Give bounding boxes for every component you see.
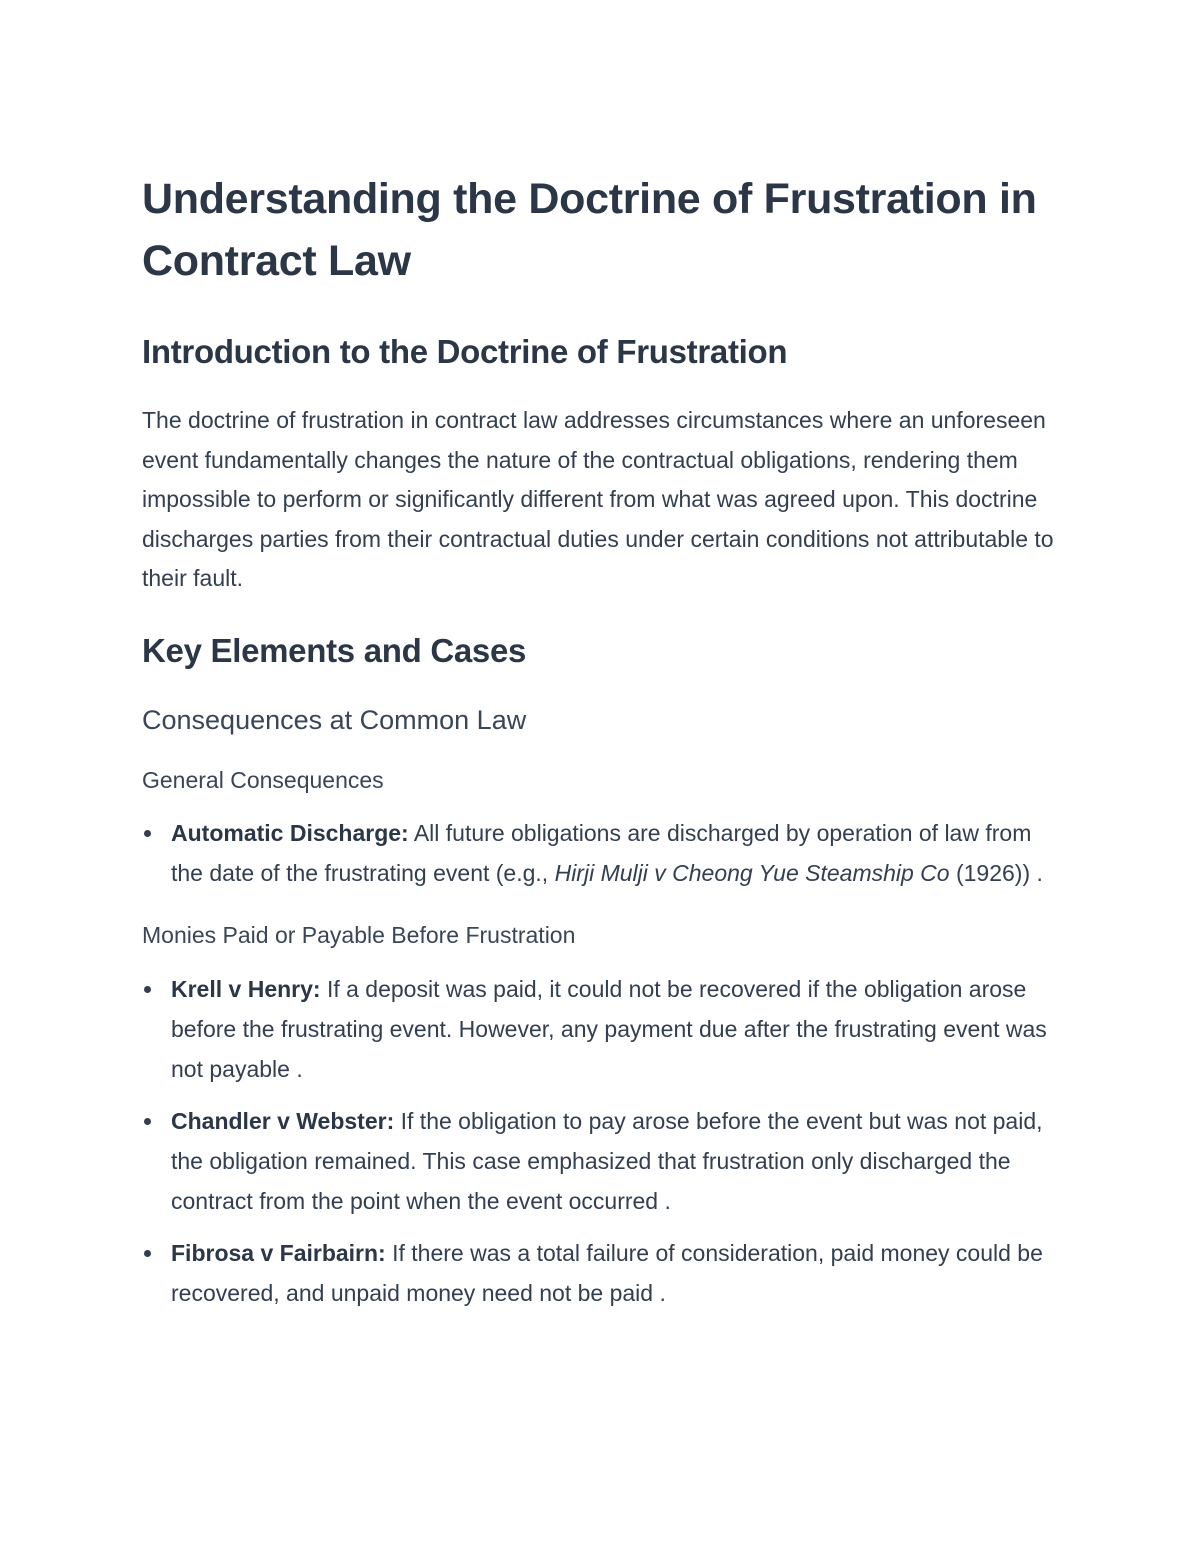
key-elements-heading: Key Elements and Cases bbox=[142, 631, 527, 669]
item-text: All future obligations are discharged by operation of law from the date of the frustrating event (e.g., bbox=[171, 819, 1032, 886]
general-consequences-list bbox=[142, 813, 1062, 893]
item-term: Fibrosa v Fairbairn: bbox=[171, 1239, 386, 1266]
bullet-icon bbox=[144, 830, 151, 837]
list-item bbox=[142, 1101, 1062, 1221]
list-item bbox=[142, 969, 1062, 1089]
common-law-subheading: Consequences at Common Law bbox=[142, 704, 527, 735]
document-page bbox=[142, 168, 1062, 1313]
item-tail: (1926)) . bbox=[949, 859, 1043, 886]
general-consequences-heading: General Consequences bbox=[142, 766, 384, 793]
intro-paragraph: The doctrine of frustration in contract law addresses circumstances where an unforeseen event fundamentally changes the nature of the contractual obligations, rendering them impossible to perform or significantly different from what was agreed upon. This doctrine discharges parties from their contractual duties under certain conditions not attributable to their fault. bbox=[142, 407, 1054, 592]
monies-list bbox=[142, 969, 1062, 1313]
bullet-icon bbox=[144, 1118, 151, 1125]
intro-heading: Introduction to the Doctrine of Frustration bbox=[142, 333, 788, 370]
item-term: Chandler v Webster: bbox=[171, 1107, 395, 1134]
list-item bbox=[142, 1233, 1062, 1313]
monies-heading: Monies Paid or Payable Before Frustration bbox=[142, 921, 576, 948]
bullet-icon bbox=[144, 1250, 151, 1257]
bullet-icon bbox=[144, 986, 151, 993]
item-term: Automatic Discharge: bbox=[171, 819, 409, 846]
item-text: If a deposit was paid, it could not be recovered if the obligation arose before the frustrating event. However, any payment due after the frustrating event was not payable . bbox=[171, 975, 1047, 1082]
item-text: If the obligation to pay arose before the event but was not paid, the obligation remained. This case emphasized that frustration only discharged the contract from the point when the event occurred . bbox=[171, 1107, 1043, 1214]
item-term: Krell v Henry: bbox=[171, 975, 321, 1002]
document-title: Understanding the Doctrine of Frustration in Contract Law bbox=[142, 175, 1037, 285]
list-item bbox=[142, 813, 1062, 893]
item-text: If there was a total failure of consideration, paid money could be recovered, and unpaid money need not be paid . bbox=[171, 1239, 1043, 1306]
case-name: Hirji Mulji v Cheong Yue Steamship Co bbox=[554, 859, 950, 886]
